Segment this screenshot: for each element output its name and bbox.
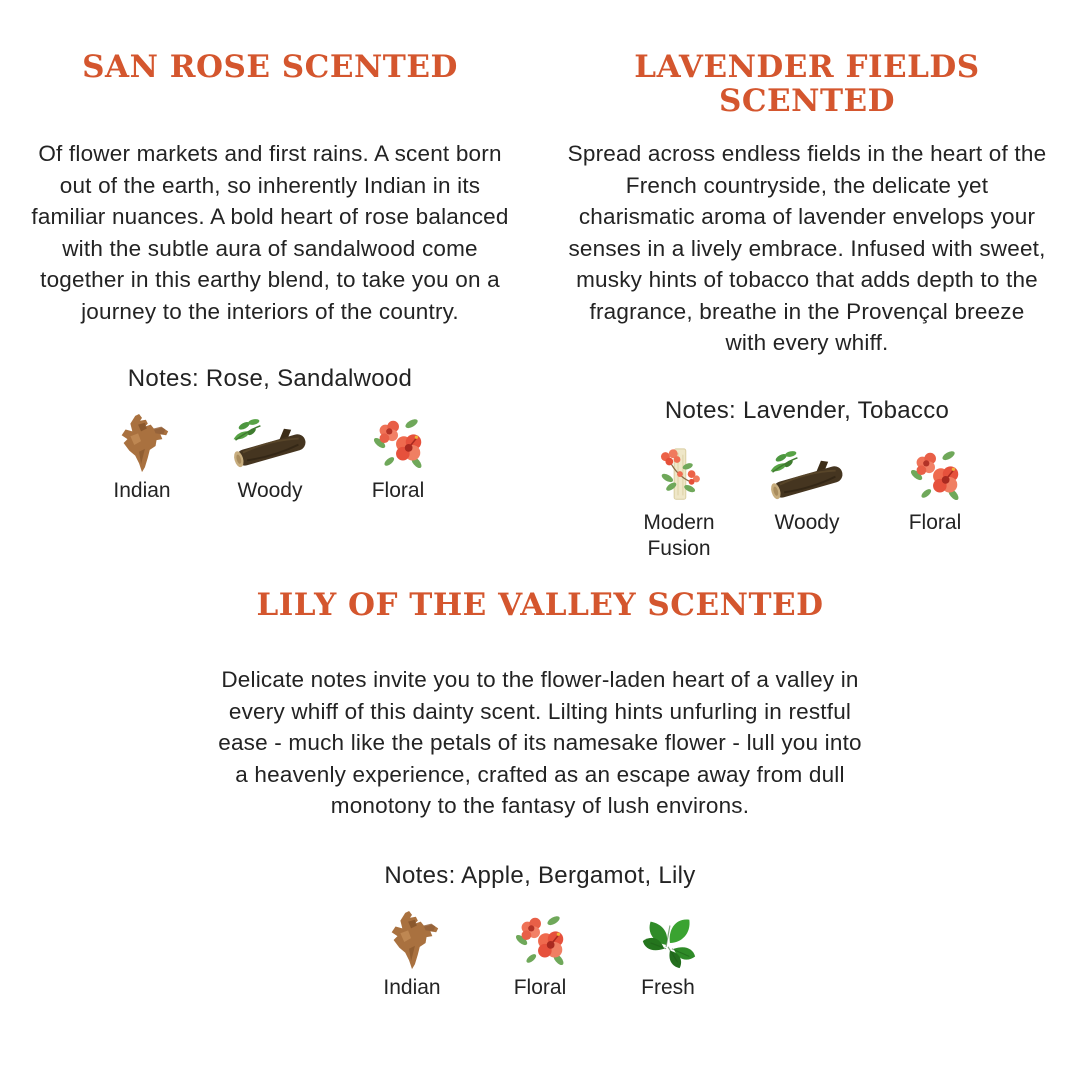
section-lavender-fields [567, 50, 1047, 562]
section-description: Of flower markets and first rains. A scent born out of the earth, so inherently Indian in its familiar nuances. A bold heart of rose balanced with the subtle aura of sandalwood come together in this earthy blend, to take you on a journey to the interiors of the country. [31, 141, 509, 324]
hibiscus-flower-icon [367, 409, 429, 475]
section-title: LAVENDER FIELDS SCENTED [634, 49, 980, 119]
section-title-wrap [215, 588, 865, 664]
wood-branch-icon [761, 441, 853, 507]
tag-label: Woody [774, 510, 840, 534]
section-title: LILY OF THE VALLEY SCENTED [256, 587, 824, 623]
tag-label: Floral [908, 510, 962, 534]
notes-line: Notes: Lavender, Tobacco [664, 396, 950, 424]
tag-woody [757, 441, 857, 536]
section-lily-of-the-valley [215, 588, 865, 1001]
notes-line: Notes: Apple, Bergamot, Lily [384, 861, 696, 889]
tag-label: Woody [237, 479, 303, 502]
tag-floral [885, 441, 985, 536]
india-map-icon [111, 409, 173, 475]
tag-row [567, 441, 1047, 562]
tag-indian [92, 409, 192, 504]
section-title-wrap [30, 50, 510, 138]
tag-floral [490, 906, 590, 1001]
tag-label: Indian [113, 479, 171, 502]
tag-indian [362, 906, 462, 1001]
section-title-wrap [567, 50, 1047, 138]
notes-line: Notes: Rose, Sandalwood [127, 365, 413, 392]
wood-branch-icon [224, 409, 316, 475]
tag-row [30, 409, 510, 504]
fresh-leaves-icon [637, 906, 699, 972]
tag-label: Floral [513, 975, 567, 999]
flower-pillar-icon [648, 441, 710, 507]
section-description: Delicate notes invite you to the flower-laden heart of a valley in every whiff of this dainty scent. Lilting hints unfurling in restful ease - much like the petals of its namesake flower - lull you into a heavenly experience, crafted as an escape away from dull monotony to the fantasy of lush environs. [218, 667, 862, 818]
tag-label: Floral [371, 479, 425, 502]
tag-label: Fresh [641, 975, 695, 999]
section-description: Spread across endless fields in the heart of the French countryside, the delicate yet charismatic aroma of lavender envelops your senses in a lively embrace. Infused with sweet, musky hints of tobacco that adds depth to the fragrance, breathe in the Provençal breeze with every whiff. [567, 141, 1047, 355]
tag-label: Modern Fusion [643, 510, 715, 560]
hibiscus-flower-icon [509, 906, 571, 972]
tag-label: Indian [383, 975, 441, 999]
tag-fresh [618, 906, 718, 1001]
tag-row [215, 906, 865, 1001]
tag-modern-fusion [629, 441, 729, 562]
tag-floral [348, 409, 448, 504]
section-title: SAN ROSE SCENTED [82, 49, 458, 85]
hibiscus-flower-icon [904, 441, 966, 507]
tag-woody [220, 409, 320, 504]
india-map-icon [381, 906, 443, 972]
section-san-rose [30, 50, 510, 504]
